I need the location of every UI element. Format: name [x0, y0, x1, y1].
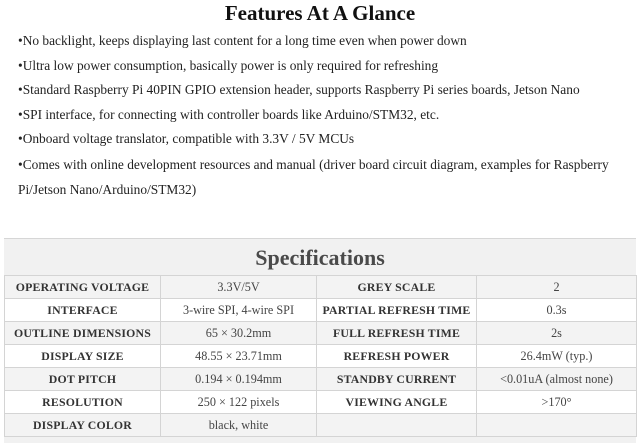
spec-key: DISPLAY SIZE — [5, 345, 161, 368]
spec-key: DOT PITCH — [5, 368, 161, 391]
spec-value: 0.194 × 0.194mm — [161, 368, 317, 391]
feature-item: •Comes with online development resources and manual (driver board circuit diagram, examples for Raspberry Pi/Jetson Nano/Arduino/STM32) — [18, 156, 609, 197]
spec-value: 0.3s — [477, 299, 637, 322]
spec-value: 2 — [477, 276, 637, 299]
spec-key: REFRESH POWER — [317, 345, 477, 368]
spec-key: GREY SCALE — [317, 276, 477, 299]
spec-key: OPERATING VOLTAGE — [5, 276, 161, 299]
feature-item: •Standard Raspberry Pi 40PIN GPIO extension header, supports Raspberry Pi series boards, Jetson Nano — [18, 82, 580, 98]
spec-value: 250 × 122 pixels — [161, 391, 317, 414]
spec-value: 48.55 × 23.71mm — [161, 345, 317, 368]
spec-key: PARTIAL REFRESH TIME — [317, 299, 477, 322]
spec-value: 3-wire SPI, 4-wire SPI — [161, 299, 317, 322]
spec-key: STANDBY CURRENT — [317, 368, 477, 391]
spec-value — [477, 414, 637, 437]
table-row — [5, 368, 637, 391]
spec-value: 65 × 30.2mm — [161, 322, 317, 345]
table-row — [5, 299, 637, 322]
spec-value: 26.4mW (typ.) — [477, 345, 637, 368]
specifications-title: Specifications — [255, 245, 385, 270]
spec-key: DISPLAY COLOR — [5, 414, 161, 437]
spec-value: <0.01uA (almost none) — [477, 368, 637, 391]
table-row — [5, 414, 637, 437]
spec-key: INTERFACE — [5, 299, 161, 322]
table-row — [5, 276, 637, 299]
spec-key: FULL REFRESH TIME — [317, 322, 477, 345]
features-list — [18, 32, 633, 209]
spec-key: OUTLINE DIMENSIONS — [5, 322, 161, 345]
spec-value: 2s — [477, 322, 637, 345]
spec-value: 3.3V/5V — [161, 276, 317, 299]
spec-value: black, white — [161, 414, 317, 437]
table-row — [5, 391, 637, 414]
spec-value: >170° — [477, 391, 637, 414]
table-row — [5, 345, 637, 368]
spec-key: RESOLUTION — [5, 391, 161, 414]
feature-item: •SPI interface, for connecting with controller boards like Arduino/STM32, etc. — [18, 106, 440, 122]
feature-item: •Onboard voltage translator, compatible with 3.3V / 5V MCUs — [18, 131, 355, 147]
feature-item: •Ultra low power consumption, basically power is only required for refreshing — [18, 57, 439, 73]
specifications-table — [4, 275, 637, 437]
features-title: Features At A Glance — [224, 1, 416, 25]
spec-key: VIEWING ANGLE — [317, 391, 477, 414]
feature-item: •No backlight, keeps displaying last content for a long time even when power down — [18, 33, 467, 48]
spec-key — [317, 414, 477, 437]
table-row — [5, 322, 637, 345]
